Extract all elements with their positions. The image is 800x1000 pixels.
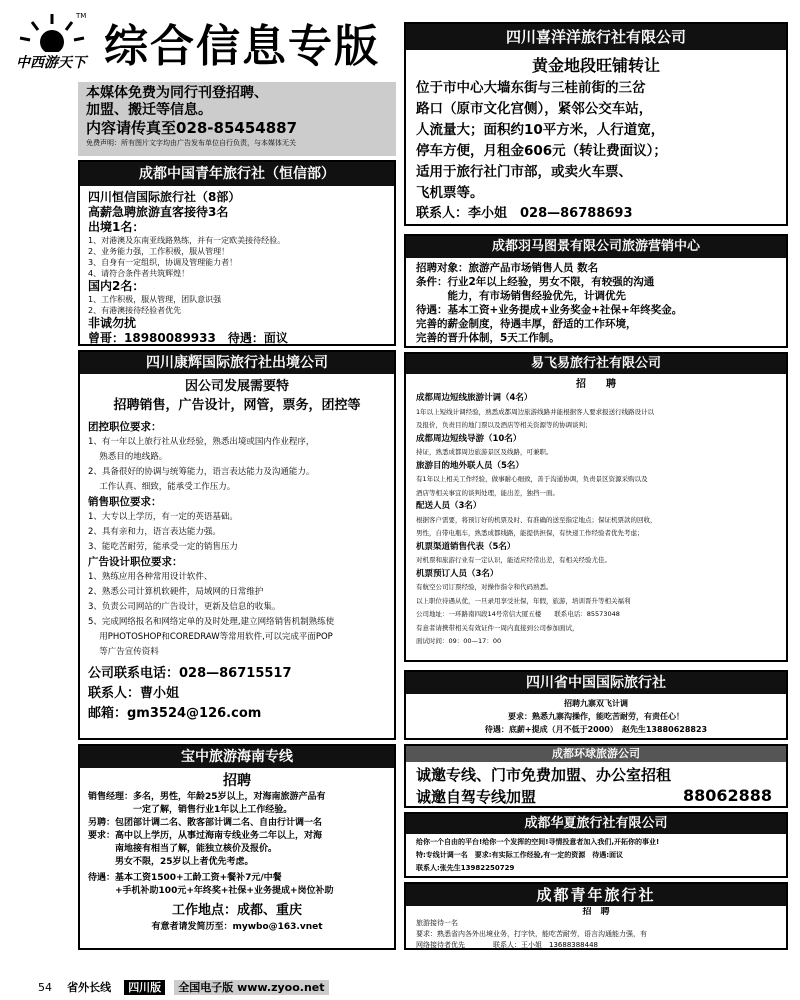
contact: 曾哥：18980089933 待遇：面议 <box>88 331 288 345</box>
list-item: 2、有港澳接待经验者优先 <box>88 306 182 315</box>
text-line: 根据客户需要，将预订好的机票及时、有准确的送至指定地点；保证机票款的回收， <box>416 515 657 524</box>
text-line: 机票渠道销售代表（5名） <box>416 541 516 552</box>
text-line: 1、大专以上学历，有一定的英语基础。 <box>88 512 238 522</box>
ad-line: 诚邀专线、门市免费加盟、办公室招租 <box>416 766 672 784</box>
section-name: 省外长线 <box>67 981 112 994</box>
note: 非诚勿扰 <box>88 316 137 330</box>
list-item: 3、自身有一定组织，协调及管理能力者！ <box>88 258 238 267</box>
edition-badge: 四川版 <box>124 980 165 995</box>
notice-line: 本媒体免费为同行刊登招聘、 <box>86 85 268 101</box>
ad-title: 成都羽马图景有限公司旅游营销中心 <box>406 236 786 258</box>
text-line: 1、熟练应用各种常用设计软件、 <box>88 572 213 582</box>
text-line: 飞机票等。 <box>416 185 484 201</box>
text-line: 对机票和旅游行业有一定认识，能适应经常出差，有相关经验尤佳。 <box>416 556 611 564</box>
trademark: TM <box>76 12 87 20</box>
text-line: 有意者请携带相关有效证件一周内直接到公司参加面试， <box>416 623 579 632</box>
contact: 联系人：曹小姐 <box>88 686 180 701</box>
ad-title: 四川喜洋洋旅行社有限公司 <box>406 24 786 50</box>
ad-hengxin <box>78 160 396 346</box>
description <box>406 258 786 348</box>
headline: 高薪急聘旅游直客接待3名 <box>88 205 229 219</box>
list-item: 1、对港澳及东南亚线路熟练，并有一定欧美接待经验。 <box>88 236 286 245</box>
text-line: 2、具有亲和力，语言表达能力强。 <box>88 527 221 537</box>
list-item: 2、业务能力强，工作积极，服从管理！ <box>88 247 230 256</box>
ad-title: 成都环球旅游公司 <box>406 746 786 762</box>
text-line: 销售经理：多名，男性，年龄25岁以上，对海南旅游产品有 <box>88 792 326 802</box>
section-heading: 出境1名： <box>88 220 145 234</box>
ad-line: 特:专线计调一名 要求:有实际工作经验,有一定的资源 待遇:面议 <box>416 851 624 859</box>
text-line: 酒店等相关事宜的谈判处理，能出差，独挡一面。 <box>416 488 559 497</box>
ad-line: 招聘九寨双飞计调 <box>564 699 628 708</box>
ad-huaxia <box>404 812 788 878</box>
page-title: 综合信息专版 <box>104 21 380 72</box>
page-number: 54 <box>38 981 52 994</box>
text-line: 招聘对象：旅游产品市场销售人员 数名 <box>416 262 599 274</box>
text-line: 人流量大；面积约10平方米，人行道宽， <box>416 122 665 138</box>
text-line: 成都周边短线导游（10名） <box>416 433 522 444</box>
text-line: 公司地址：一环路南四段14号常信大厦五楼 联系电话：85573048 <box>416 610 620 618</box>
notice-line: 加盟、搬迁等信息。 <box>86 102 212 118</box>
text-line: 3、能吃苦耐劳，能承受一定的销售压力 <box>88 542 238 552</box>
text-line: 用PHOTOSHOP和COREDRAW等常用软件,可以完成平面POP <box>88 632 333 642</box>
ad-title: 成都中国青年旅行社（恒信部） <box>80 162 394 186</box>
text-line: 另聘：包团部计调二名、散客部计调二名、自由行计调一名 <box>88 818 323 828</box>
text-line: 销售职位要求： <box>88 496 162 508</box>
text-line: 机票预订人员（3名） <box>416 568 499 579</box>
heading: 招聘 <box>223 773 251 789</box>
notice-line: 内容请传真至028-85454887 <box>86 119 298 137</box>
text-line: 有1年以上相关工作经验，做事耐心细致，善于沟通协调，负责景区资源采购以及 <box>416 475 648 483</box>
ad-title: 成都青年旅行社 <box>406 884 786 906</box>
list-item: 1、工作积极，服从管理，团队意识强 <box>88 295 222 304</box>
email: 有意者请发简历至：mywbo@163.vnet <box>151 922 323 932</box>
text-line: 路口（原市文化宫侧），紧邻公交车站， <box>416 101 653 117</box>
text-line: 一定了解，销售行业1年以上工作经验。 <box>88 805 293 815</box>
headline: 黄金地段旺铺转让 <box>531 56 660 75</box>
site-label: 全国电子版 www.zyoo.net <box>174 980 328 995</box>
list-item: 4、请符合条件者共筑辉煌！ <box>88 269 190 278</box>
description <box>416 78 776 204</box>
company-phone: 公司联系电话：028—86715517 <box>88 666 292 681</box>
requirement-list <box>88 420 386 660</box>
text-line: 广告设计职位要求： <box>88 556 183 568</box>
text-line: 以上职位待遇从优，一旦录用享受社保，年假，旅游，培训晋升等相关福利 <box>416 596 631 605</box>
text-line: 1年以上短线计调经验，熟悉成都周边旅游线路并能根据客人要求报送行线路设计以 <box>416 407 655 416</box>
contact: 联系人：李小姐 028—86788693 <box>416 206 633 221</box>
ad-xiyangyang <box>404 22 788 226</box>
ad-yifeiyi <box>404 352 788 662</box>
location: 工作地点：成都、重庆 <box>171 903 302 918</box>
ad-line: 网络接待者优先 联系人：王小姐 13688388448 <box>416 941 598 949</box>
text-line: 2、具备很好的协调与统筹能力，语言表达能力及沟通能力。 <box>88 467 315 477</box>
text-line: 完善的薪金制度，待遇丰厚，舒适的工作环境， <box>416 318 637 330</box>
text-line: 等广告宣传资料 <box>88 647 159 657</box>
text-line: 停车方便，月租金606元（转让费面议）； <box>416 143 667 159</box>
roles: 招聘销售，广告设计，网管，票务，团控等 <box>113 398 361 413</box>
ad-line: 给你一个自由的平台!给你一个发挥的空间!寻情投意者加入我们,开拓你的事业! <box>416 838 660 846</box>
heading: 招 聘 <box>576 379 616 390</box>
text-line: 工作认真、细致，能承受工作压力。 <box>88 482 236 492</box>
ad-title: 四川省中国国际旅行社 <box>406 672 786 694</box>
text-line: 成都周边短线旅游计调（4名） <box>416 393 533 403</box>
ad-title: 四川康辉国际旅行社出境公司 <box>80 352 394 374</box>
text-line: 完善的晋升体制，5天工作制。 <box>416 332 560 344</box>
ad-line: 要求：熟悉九寨沟操作，能吃苦耐劳，有责任心！ <box>508 712 684 721</box>
slogan: 因公司发展需要特 <box>184 379 289 394</box>
ad-baozhong <box>78 744 396 950</box>
ad-qingnian <box>404 882 788 950</box>
text-line: 2、熟悉公司计算机软硬件，局域网的日常维护 <box>88 587 264 597</box>
job-list <box>416 392 776 649</box>
requirement-list <box>88 791 386 869</box>
ad-line: 要求：熟悉省内各外出境业务，打字快，能吃苦耐劳，语言沟通能力强，有 <box>416 930 647 938</box>
text-line: 5、完成网络报名和网络定单的及时处理,建立网络销售机制熟练使 <box>88 617 335 627</box>
ad-line: 待遇：底薪+提成（月不低于2000） 赵先生13880628823 <box>484 725 708 734</box>
ad-huanqiu <box>404 744 788 808</box>
text-line: 持证，熟悉成都周边旅游景区及线路，可兼职。 <box>416 448 553 456</box>
text-line: 待遇：基本工资+业务提成+业务奖金+社保+年终奖金。 <box>416 304 683 316</box>
company-name: 四川恒信国际旅行社（8部） <box>88 190 241 204</box>
text-line: 适用于旅行社门市部，或卖火车票、 <box>416 164 632 180</box>
ad-title: 成都华夏旅行社有限公司 <box>406 814 786 834</box>
text-line: 1、有一年以上旅行社从业经验，熟悉出境或国内作业程序， <box>88 437 315 447</box>
ad-line: 联系人:张先生13982250729 <box>416 864 515 872</box>
text-line: 熟悉目的地线路。 <box>88 452 168 462</box>
text-line: 位于市中心大墙东街与三桂前街的三岔 <box>416 80 646 96</box>
section-heading: 国内2名： <box>88 279 145 293</box>
text-line: 男性，自带电瓶车，熟悉成都线路，能提供担保，有快递工作经验者优先考虑； <box>416 529 644 537</box>
text-line: 要求：高中以上学历，从事过海南专线业务二年以上，对海 <box>88 831 323 841</box>
text-line: 3、负责公司网站的广告设计，更新及信息的收集。 <box>88 602 281 612</box>
pay: +手机补助100元+年终奖+社保+业务提成+岗位补助 <box>88 886 334 896</box>
disclaimer: 免费声明：所有图片文字均由广告发布单位自行负责，与本媒体无关 <box>86 139 296 147</box>
ad-title: 宝中旅游海南专线 <box>80 746 394 768</box>
text-line: 有航空公司订票经验，对操作指令和代码熟悉。 <box>416 583 553 591</box>
ad-yuma <box>404 234 788 348</box>
ad-line: 诚邀自驾专线加盟 <box>416 788 537 806</box>
logo-text: 中西游天下 <box>16 52 86 72</box>
footer <box>38 976 329 994</box>
ad-title: 易飞易旅行社有限公司 <box>406 354 786 374</box>
pay: 待遇：基本工资1500+工龄工资+餐补7元/中餐 <box>88 873 282 883</box>
ad-kanghui <box>78 350 396 740</box>
text-line: 南地接有相当了解，能独立核价及报价。 <box>88 844 278 854</box>
email: 邮箱：gm3524@126.com <box>88 706 262 721</box>
text-line: 面试时间：09：00—17：00 <box>416 637 502 645</box>
text-line: 配送人员（3名） <box>416 501 482 511</box>
ad-line: 旅游接待一名 <box>416 919 458 927</box>
text-line: 男女不限，25岁以上者优先考虑。 <box>88 857 254 867</box>
notice-box <box>78 82 396 156</box>
text-line: 旅游目的地外联人员（5名） <box>416 460 524 471</box>
text-line: 及报价，负责目的地门票以及酒店等相关资源等的协调谈判； <box>416 421 592 429</box>
logo <box>14 12 90 74</box>
text-line: 能力，有市场销售经验优先，计调优先 <box>416 290 626 302</box>
text-line: 条件：行业2年以上经验，男女不限，有较强的沟通 <box>416 276 655 288</box>
text-line: 团控职位要求： <box>88 421 162 433</box>
phone: 88062888 <box>682 786 772 805</box>
heading: 招 聘 <box>582 907 610 917</box>
ad-cits <box>404 670 788 740</box>
